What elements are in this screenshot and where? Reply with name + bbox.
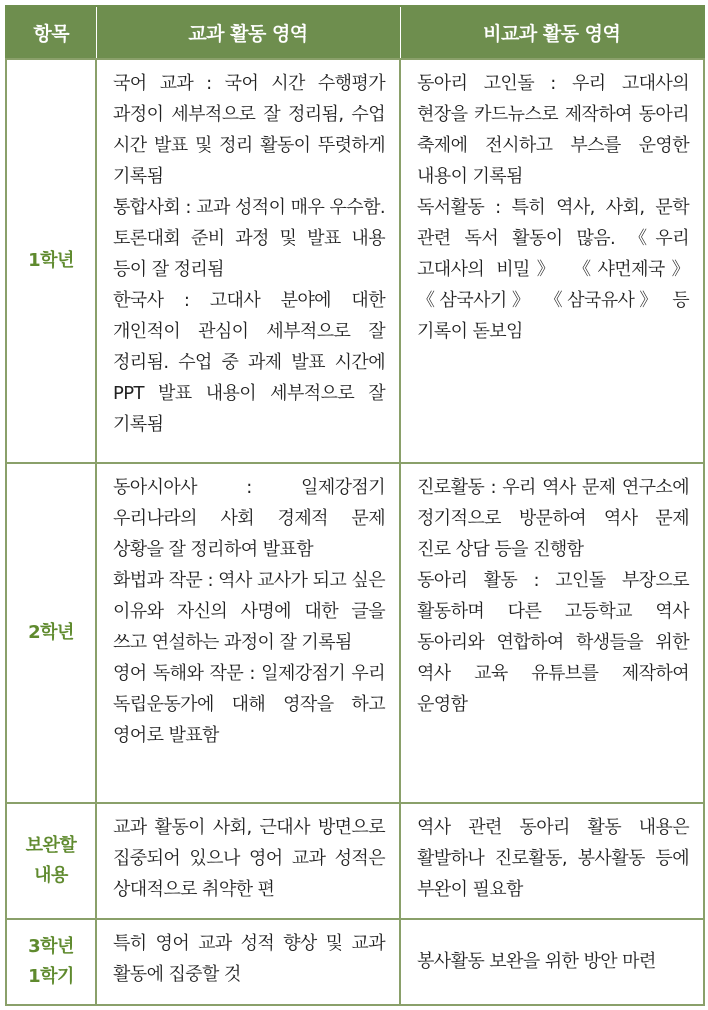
extracurricular-cell — [400, 919, 704, 1005]
curricular-entry: 동아시아사 : 일제강점기 우리나라의 사회 경제적 문제 상황을 잘 정리하여 발표함 — [113, 477, 385, 560]
curricular-entry: 교과 활동이 사회, 근대사 방면으로 집중되어 있으나 영어 교과 성적은 상대적으로 취약한 편 — [113, 817, 385, 900]
curricular-entry: 화법과 작문 : 역사 교사가 되고 싶은 이유와 자신의 사명에 대한 글을 쓰고 연설하는 과정이 잘 기록됨 — [113, 570, 385, 653]
curricular-cell — [96, 919, 400, 1005]
row-label: 1학년 — [6, 59, 96, 463]
extracurricular-cell — [400, 59, 704, 463]
table-row — [6, 463, 704, 803]
table-row — [6, 919, 704, 1005]
table-row — [6, 59, 704, 463]
extracurricular-entry: 독서활동 : 특히 역사, 사회, 문학 관련 독서 활동이 많음. 《우리 고대사의 비밀》 《샤먼제국》 《삼국사기》 《삼국유사》 등 기록이 돋보임 — [417, 197, 689, 342]
extracurricular-cell — [400, 463, 704, 803]
table-row — [6, 803, 704, 919]
extracurricular-cell — [400, 803, 704, 919]
extracurricular-entry: 동아리 활동 : 고인돌 부장으로 활동하며 다른 고등학교 역사 동아리와 연합하여 학생들을 위한 역사 교육 유튜브를 제작하여 운영함 — [417, 570, 689, 715]
curricular-entry: 특히 영어 교과 성적 향상 및 교과 활동에 집중할 것 — [113, 933, 385, 985]
curricular-entry: 영어 독해와 작문 : 일제강점기 우리 독립운동가에 대해 영작을 하고 영어로 발표함 — [113, 663, 385, 746]
activity-table-wrapper — [5, 5, 703, 1006]
curricular-cell — [96, 463, 400, 803]
extracurricular-entry: 진로활동 : 우리 역사 문제 연구소에 정기적으로 방문하여 역사 문제 진로 상담 등을 진행함 — [417, 477, 689, 560]
header-item: 항목 — [6, 6, 96, 59]
row-label: 보완할 내용 — [6, 803, 96, 919]
activity-table — [5, 5, 705, 1006]
curricular-entry: 한국사 : 고대사 분야에 대한 개인적이 관심이 세부적으로 잘 정리됨. 수업 중 과제 발표 시간에 PPT 발표 내용이 세부적으로 잘 기록됨 — [113, 290, 385, 435]
row-label: 3학년 1학기 — [6, 919, 96, 1005]
extracurricular-entry: 봉사활동 보완을 위한 방안 마련 — [417, 950, 656, 972]
extracurricular-entry: 동아리 고인돌 : 우리 고대사의 현장을 카드뉴스로 제작하여 동아리 축제에 전시하고 부스를 운영한 내용이 기록됨 — [417, 73, 689, 187]
curricular-entry: 통합사회 : 교과 성적이 매우 우수함. 토론대회 준비 과정 및 발표 내용 등이 잘 정리됨 — [113, 197, 385, 280]
extracurricular-entry: 역사 관련 동아리 활동 내용은 활발하나 진로활동, 봉사활동 등에 부완이 필요함 — [417, 817, 689, 900]
header-curricular: 교과 활동 영역 — [96, 6, 400, 59]
curricular-entry: 국어 교과 : 국어 시간 수행평가 과정이 세부적으로 잘 정리됨, 수업 시간 발표 및 정리 활동이 뚜렷하게 기록됨 — [113, 73, 385, 187]
curricular-cell — [96, 59, 400, 463]
row-label: 2학년 — [6, 463, 96, 803]
header-row — [6, 6, 704, 59]
header-extracurricular: 비교과 활동 영역 — [400, 6, 704, 59]
curricular-cell — [96, 803, 400, 919]
